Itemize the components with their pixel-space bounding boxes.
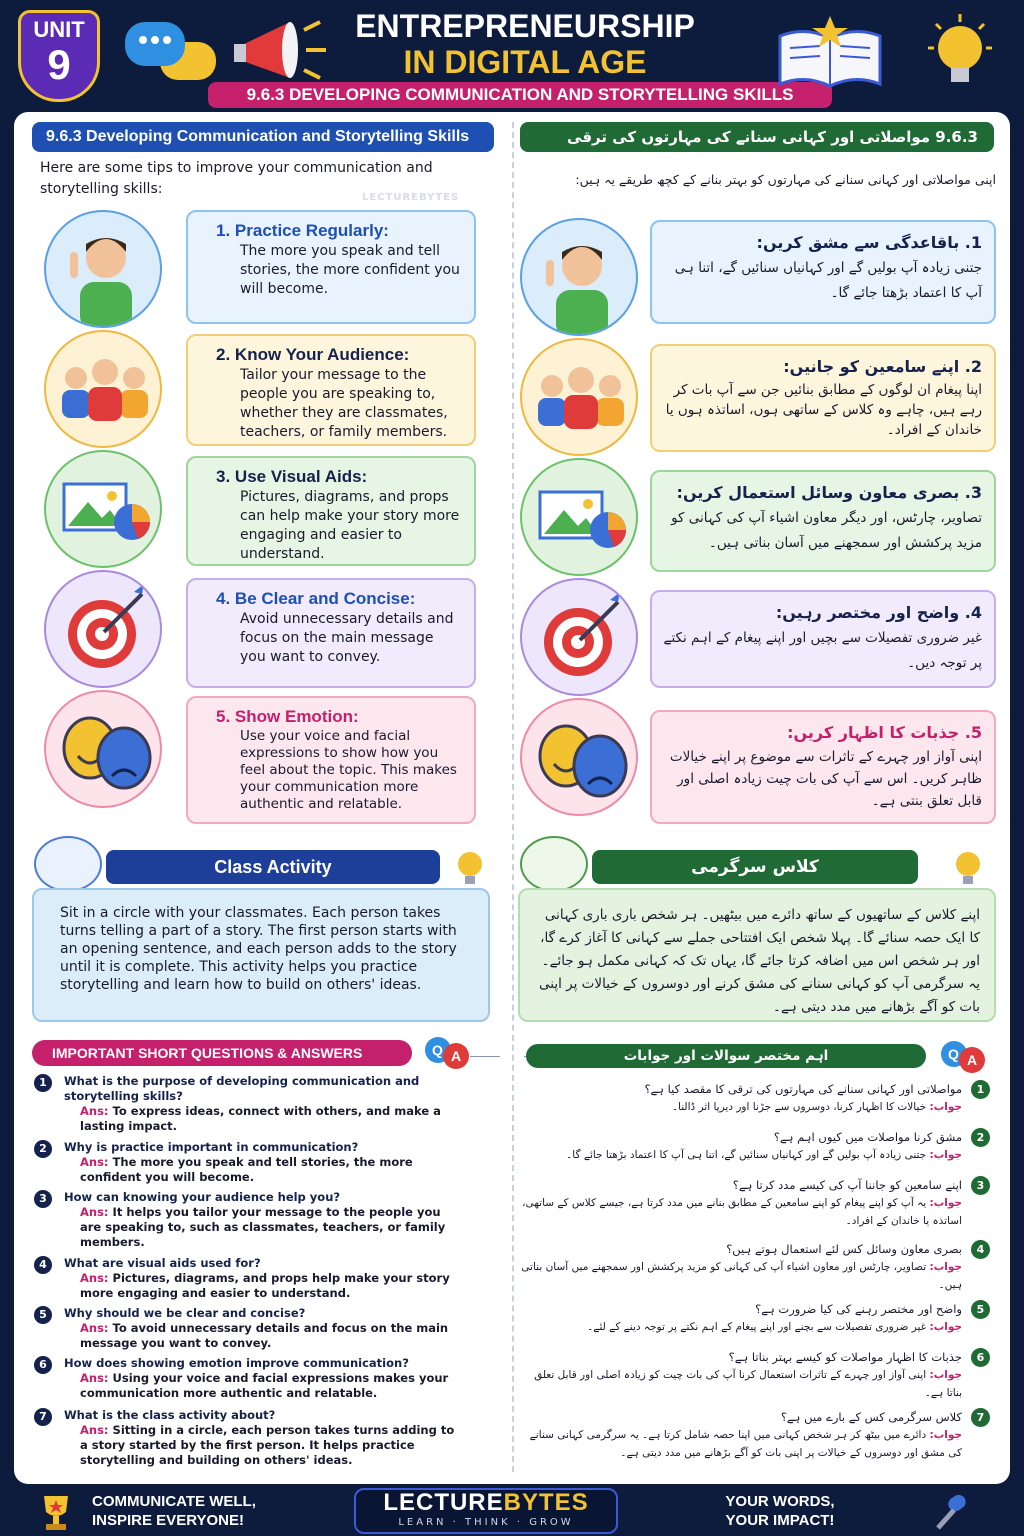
tip-card-ur [650, 710, 996, 824]
qa-answer: To avoid unnecessary details and focus on the main message you want to convey. [80, 1321, 449, 1350]
qa-number: 2 [971, 1128, 990, 1147]
qa-question: What is the purpose of developing communication and storytelling skills? [64, 1074, 420, 1103]
header [0, 0, 1024, 110]
tip-title: Use Visual Aids: [234, 467, 368, 486]
qa-item [34, 1140, 464, 1185]
qa-item-ur [518, 1240, 988, 1294]
ans-label: Ans: [80, 1271, 109, 1285]
qa-question: How does showing emotion improve communication? [64, 1356, 409, 1370]
brand-logo [354, 1488, 618, 1534]
target-illustration [520, 578, 638, 696]
qa-question: کلاس سرگرمی کس کے بارے میں ہے؟ [780, 1410, 962, 1424]
tip-card-ur [650, 590, 996, 688]
footer-right-line1: YOUR WORDS, [725, 1493, 835, 1510]
tip-body: اپنی آواز اور چہرے کے تاثرات سے موضوع پر اپنے خیالات ظاہر کریں۔ اس سے آپ کی بات چیت زیادہ اصلی اور قابل تعلق بنتی ہے۔ [669, 749, 982, 809]
tip-title: 2. اپنے سامعین کو جانیں: [783, 357, 982, 376]
footer-left-line1: COMMUNICATE WELL, [92, 1493, 256, 1510]
qa-question: Why is practice important in communication? [64, 1140, 359, 1154]
intro-text-en: Here are some tips to improve your communication and storytelling skills: [40, 160, 433, 197]
qa-number: 5 [971, 1300, 990, 1319]
qa-item-ur [518, 1128, 988, 1164]
target-illustration [44, 570, 162, 688]
footer-left-line2: INSPIRE EVERYONE! [92, 1512, 244, 1529]
qa-badge-icon [422, 1034, 472, 1070]
boy-speaking-illustration [520, 218, 638, 336]
class-activity-text: Sit in a circle with your classmates. Each person takes turns telling a part of a story. The first person starts with an opening sentence, and each person adds to the story until it is complete. This activity helps you practice storytelling and learn how to build on others' ideas. [32, 888, 490, 1022]
ans-label: جواب: [929, 1261, 962, 1273]
qa-number: 1 [971, 1080, 990, 1099]
footer-right-line2: YOUR IMPACT! [725, 1512, 835, 1529]
qa-number: 3 [34, 1190, 52, 1208]
qa-item-ur [518, 1348, 988, 1402]
lightbulb-icon [450, 846, 490, 894]
class-activity-text-ur: اپنے کلاس کے ساتھیوں کے ساتھ دائرے میں بیٹھیں۔ ہر شخص باری باری کہانی کا ایک حصہ سنائے گا۔ پہلا شخص ایک افتتاحی جملے سے کہانی کا آغاز کرے گا، اور ہر شخص اس میں اضافہ کرتا جائے گا، یہاں تک کہ کہانی مکمل ہو جائے۔ یہ سرگرمی آپ کو کہانی سنانے کی مشق کرنے اور دوسروں کے خیالات پر اپنی بات کو آگے بڑھانے میں مدد دیتی ہے۔ [518, 888, 996, 1022]
qa-number: 7 [971, 1408, 990, 1427]
qa-number: 4 [971, 1240, 990, 1259]
tip-card-ur [650, 344, 996, 452]
qa-item [34, 1306, 464, 1351]
tip-body: تصاویر، چارٹس، اور دیگر معاون اشیاء آپ کی کہانی کو مزید پرکشش اور سمجھنے میں آسان بناتی ہیں۔ [671, 510, 982, 551]
qa-item-ur [518, 1300, 988, 1336]
tip-title: 5. جذبات کا اظہار کریں: [787, 723, 982, 742]
qa-answer: Using your voice and facial expressions makes your communication more authentic and relatable. [80, 1371, 449, 1400]
svg-text:Q: Q [432, 1042, 443, 1058]
lightbulb-icon [948, 846, 988, 894]
qa-question: جذبات کا اظہار مواصلات کو کیسے بہتر بناتا ہے؟ [728, 1350, 962, 1364]
qa-answer: دائرے میں بیٹھ کر ہر شخص کہانی میں اپنا حصہ شامل کرتا ہے۔ یہ سرگرمی کہانی سنانے کی مشق اور دوسروں کے خیالات پر اپنی بات کو آگے بڑھانے میں مدد دیتی ہے۔ [529, 1429, 962, 1459]
tip-number: 4. [216, 589, 231, 608]
qa-question: بصری معاون وسائل کس لئے استعمال ہوتے ہیں؟ [726, 1242, 962, 1256]
tip-card-ur [650, 220, 996, 324]
qa-item [34, 1408, 464, 1468]
qa-connector-line [470, 1056, 500, 1057]
qa-question: How can knowing your audience help you? [64, 1190, 341, 1204]
qa-question: What is the class activity about? [64, 1408, 276, 1422]
students-circle-icon [34, 836, 102, 892]
qa-answer: جتنی زیادہ آپ بولیں گے اور کہانیاں سنائیں گے، اتنا ہی آپ کا اعتماد بڑھتا جائے گا۔ [566, 1149, 927, 1161]
tip-body: Tailor your message to the people you are speaking to, whether they are classmates, teachers, or family members. [240, 367, 448, 440]
chat-bubble-icon [125, 22, 185, 66]
ans-label: Ans: [80, 1205, 109, 1219]
audience-illustration [520, 338, 638, 456]
tip-number: 5. [216, 707, 231, 726]
ans-label: جواب: [929, 1369, 962, 1381]
qa-number: 4 [34, 1256, 52, 1274]
ans-label: Ans: [80, 1155, 109, 1169]
theater-masks-illustration [520, 698, 638, 816]
open-book-icon [770, 16, 890, 92]
qa-question: مشق کرنا مواصلات میں کیوں اہم ہے؟ [773, 1130, 962, 1144]
unit-number: 9 [47, 41, 71, 88]
tip-number: 3. [216, 467, 231, 486]
qa-question: What are visual aids used for? [64, 1256, 261, 1270]
title-line-1: ENTREPRENEURSHIP [355, 8, 695, 44]
qa-item-ur [518, 1408, 988, 1462]
qa-answer: یہ آپ کو اپنے پیغام کو اپنے سامعین کے مطابق بنانے میں مدد کرتا ہے، جیسے کلاس کے ساتھی، اساتذہ یا خاندان کے افراد۔ [522, 1197, 962, 1227]
tip-title: Practice Regularly: [234, 221, 389, 240]
watermark: LECTUREBYTES [362, 192, 460, 203]
ans-label: جواب: [929, 1101, 962, 1113]
tip-body: Use your voice and facial expressions to show how you feel about the topic. This makes your communication more authentic and relatable. [240, 728, 457, 812]
ans-label: جواب: [929, 1149, 962, 1161]
visual-aids-illustration [520, 458, 638, 576]
tip-body: Avoid unnecessary details and focus on the main message you want to convey. [240, 611, 454, 665]
qa-number: 7 [34, 1408, 52, 1426]
ans-label: جواب: [929, 1429, 962, 1441]
tip-card [186, 210, 476, 324]
column-divider [512, 122, 514, 1472]
svg-text:A: A [451, 1048, 462, 1064]
ans-label: Ans: [80, 1104, 109, 1118]
qa-item [34, 1190, 464, 1250]
qa-number: 6 [34, 1356, 52, 1374]
svg-text:A: A [967, 1052, 978, 1068]
qa-answer: تصاویر، چارٹس اور معاون اشیاء آپ کی کہانی کو مزید پرکشش اور سمجھنے میں آسان بناتی ہیں۔ [521, 1261, 962, 1291]
qa-item [34, 1074, 464, 1134]
tip-card [186, 696, 476, 824]
svg-text:Q: Q [948, 1046, 959, 1062]
qa-answer: To express ideas, connect with others, and make a lasting impact. [80, 1104, 441, 1133]
qa-item [34, 1356, 464, 1401]
tip-card-ur [650, 470, 996, 572]
qa-number: 5 [34, 1306, 52, 1324]
megaphone-icon [230, 12, 330, 92]
visual-aids-illustration [44, 450, 162, 568]
tip-body: غیر ضروری تفصیلات سے بچیں اور اپنے پیغام کے اہم نکتے پر توجہ دیں۔ [663, 630, 982, 671]
logo-part1: LECTURE [383, 1489, 504, 1516]
qa-number: 1 [34, 1074, 52, 1092]
microphone-icon [930, 1490, 980, 1532]
tip-card [186, 334, 476, 446]
tip-title: Be Clear and Concise: [234, 589, 416, 608]
section-title-en: 9.6.3 Developing Communication and Storytelling Skills [32, 122, 494, 152]
qa-number: 2 [34, 1140, 52, 1158]
tip-number: 1. [216, 221, 231, 240]
content-panel [14, 112, 1010, 1484]
qa-question: واضح اور مختصر رہنے کی کیا ضرورت ہے؟ [755, 1302, 962, 1316]
tip-card [186, 456, 476, 566]
qa-answer: خیالات کا اظہار کرنا، دوسروں سے جڑنا اور دیرپا اثر ڈالنا۔ [671, 1101, 927, 1113]
footer [0, 1486, 1024, 1536]
qa-section-title: IMPORTANT SHORT QUESTIONS & ANSWERS [32, 1040, 412, 1066]
ans-label: جواب: [929, 1197, 962, 1209]
ans-label: Ans: [80, 1321, 109, 1335]
tip-body: جتنی زیادہ آپ بولیں گے اور کہانیاں سنائیں گے، اتنا ہی آپ کا اعتماد بڑھتا جائے گا۔ [674, 260, 982, 301]
qa-number: 3 [971, 1176, 990, 1195]
qa-badge-icon [938, 1038, 988, 1074]
tip-title: 3. بصری معاون وسائل استعمال کریں: [676, 483, 982, 502]
qa-question: Why should we be clear and concise? [64, 1306, 306, 1320]
subtitle-bar: 9.6.3 DEVELOPING COMMUNICATION AND STORYTELLING SKILLS [208, 82, 832, 108]
qa-answer: Sitting in a circle, each person takes turns adding to a story started by the first person. It helps practice storytelling and building on others' ideas. [80, 1423, 455, 1467]
class-activity-title-ur: کلاس سرگرمی [592, 850, 918, 884]
footer-slogan-left [92, 1492, 256, 1530]
theater-masks-illustration [44, 690, 162, 808]
lightbulb-icon [920, 10, 1000, 98]
ans-label: Ans: [80, 1371, 109, 1385]
brand-tagline: LEARN · THINK · GROW [398, 1517, 574, 1528]
qa-answer: اپنی آواز اور چہرے کے تاثرات استعمال کرنا آپ کی بات چیت کو زیادہ اصلی اور قابل تعلق بناتا ہے۔ [534, 1369, 962, 1399]
qa-item [34, 1256, 464, 1301]
trophy-icon [34, 1492, 78, 1532]
qa-number: 6 [971, 1348, 990, 1367]
footer-slogan-right [716, 1492, 844, 1530]
qa-question: اپنے سامعین کو جاننا آپ کی کیسے مدد کرتا ہے؟ [732, 1178, 962, 1192]
intro-text-ur: اپنی مواصلاتی اور کہانی سنانے کی مہارتوں کو بہتر بنانے کے کچھ طریقے یہ ہیں: [575, 172, 996, 187]
qa-question: مواصلاتی اور کہانی سنانے کی مہارتوں کی ترقی کا مقصد کیا ہے؟ [644, 1082, 962, 1096]
section-title-ur: 9.6.3 مواصلاتی اور کہانی سنانے کی مہارتوں کی ترقی [520, 122, 994, 152]
tip-title: 4. واضح اور مختصر رہیں: [775, 603, 982, 622]
tip-number: 2. [216, 345, 231, 364]
students-circle-icon [520, 836, 588, 892]
tip-body: Pictures, diagrams, and props can help make your story more engaging and easier to understand. [240, 489, 460, 562]
qa-answer: غیر ضروری تفصیلات سے بچنے اور اپنے پیغام کے اہم نکتے پر توجہ دینے کے لئے۔ [587, 1321, 927, 1333]
tip-title: Know Your Audience: [234, 345, 410, 364]
page-title [340, 8, 710, 80]
tip-card [186, 578, 476, 688]
unit-label: UNIT [33, 17, 85, 42]
unit-badge [18, 10, 100, 102]
tip-title: Show Emotion: [234, 707, 359, 726]
tip-body: اپنا پیغام ان لوگوں کے مطابق بنائیں جن سے آپ بات کر رہے ہیں، چاہے وہ کلاس کے ساتھی ہوں، اساتذہ ہوں یا خاندان کے افراد۔ [665, 382, 982, 438]
qa-answer: The more you speak and tell stories, the more confident you will become. [80, 1155, 413, 1184]
qa-answer: It helps you tailor your message to the people you are speaking to, such as classmates, teachers, or family members. [80, 1205, 446, 1249]
qa-answer: Pictures, diagrams, and props help make your story more engaging and easier to understand. [80, 1271, 450, 1300]
qa-item-ur [518, 1176, 988, 1230]
logo-part2: BYTES [503, 1489, 589, 1516]
qa-item-ur [518, 1080, 988, 1116]
qa-section-title-ur: اہم مختصر سوالات اور جوابات [526, 1044, 926, 1068]
audience-illustration [44, 330, 162, 448]
title-line-2: IN DIGITAL AGE [403, 44, 647, 80]
ans-label: Ans: [80, 1423, 109, 1437]
tip-body: The more you speak and tell stories, the more confident you will become. [240, 243, 460, 297]
tip-title: 1. باقاعدگی سے مشق کریں: [756, 233, 982, 252]
boy-speaking-illustration [44, 210, 162, 328]
ans-label: جواب: [929, 1321, 962, 1333]
class-activity-title: Class Activity [106, 850, 440, 884]
